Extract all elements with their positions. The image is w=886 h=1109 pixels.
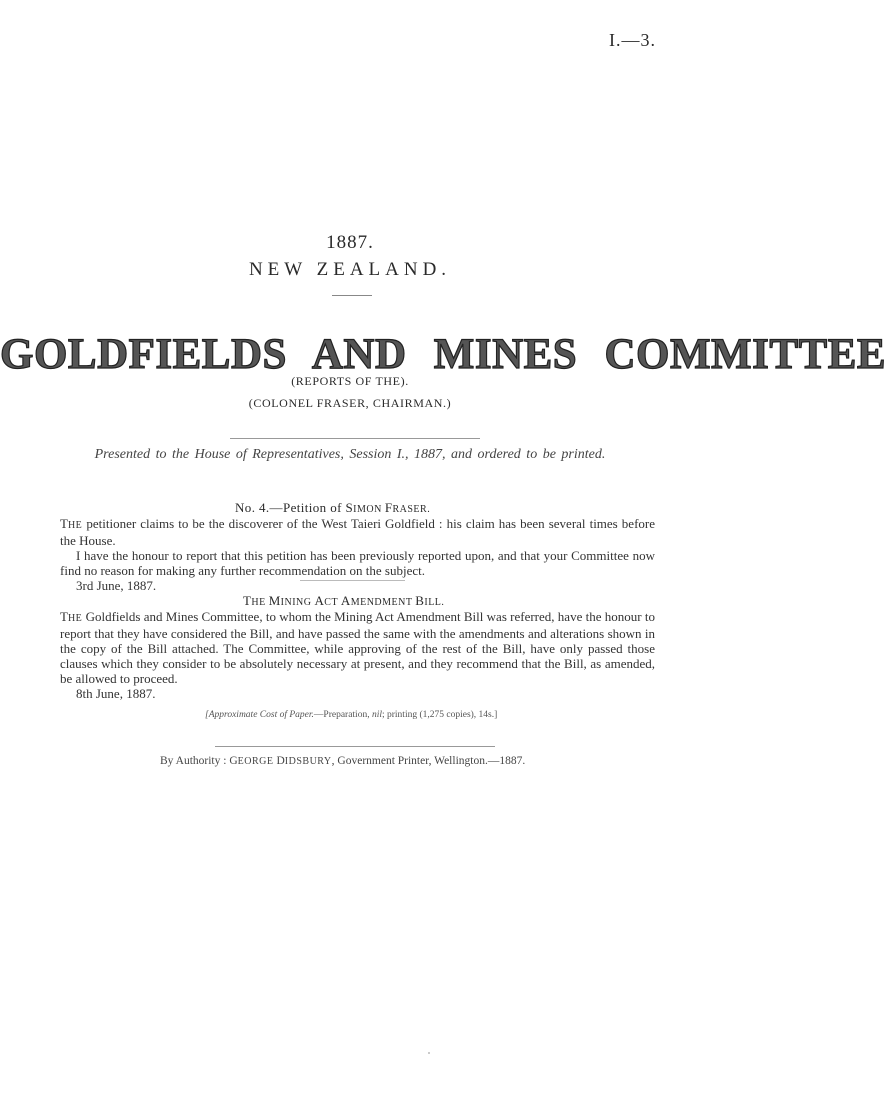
page-number: I.—3. (609, 30, 656, 50)
country: NEW ZEALAND. (248, 259, 452, 280)
bill-paragraph: THE Goldfields and Mines Committee, to whom the Mining Act Amendment Bill was referred, have the honour to report that they have considered the Bill, and have passed the same with the amendments and alterations shown in the copy of the Bill attached. The Committee, while approving of the rest of the Bill, have only passed those clauses which they consider to be absolutely necessary at present, and they recommend that the Bill, as amended, be allowed to proceed. (60, 609, 655, 686)
chairman-line: (COLONEL FRASER, CHAIRMAN.) (248, 396, 452, 410)
section-heading-bill: THE MINING ACT AMENDMENT BILL. (243, 593, 445, 608)
bill-section (60, 609, 655, 701)
speck (428, 1052, 430, 1054)
report-paragraph: I have the honour to report that this petition has been previously reported upon, and that your Committee now find no reason for making any further recommendation on the subject. (60, 548, 655, 578)
petition-paragraph: THE petitioner claims to be the discoverer of the West Taieri Goldfield : his claim has been several times before the House. (60, 516, 655, 548)
printer-imprint: By Authority : GEORGE DIDSBURY, Government Printer, Wellington.—1887. (160, 755, 526, 767)
petition-section (60, 516, 655, 593)
year: 1887. (326, 232, 374, 253)
divider (230, 438, 480, 439)
divider (300, 580, 405, 581)
divider (332, 295, 372, 296)
presented-line: Presented to the House of Representatives, Session I., 1887, and ordered to be printed. (94, 447, 606, 462)
cost-note: [Approximate Cost of Paper.—Preparation, nil; printing (1,275 copies), 14s.] (205, 710, 498, 720)
subtitle: (REPORTS OF THE). (291, 374, 409, 388)
page-title: GOLDFIELDS AND MINES COMMITTEE (0, 331, 886, 378)
divider (215, 746, 495, 747)
date-line: 8th June, 1887. (76, 686, 156, 701)
section-heading-petition: No. 4.—Petition of SIMON FRASER. (235, 500, 431, 515)
date-line: 3rd June, 1887. (76, 578, 157, 593)
